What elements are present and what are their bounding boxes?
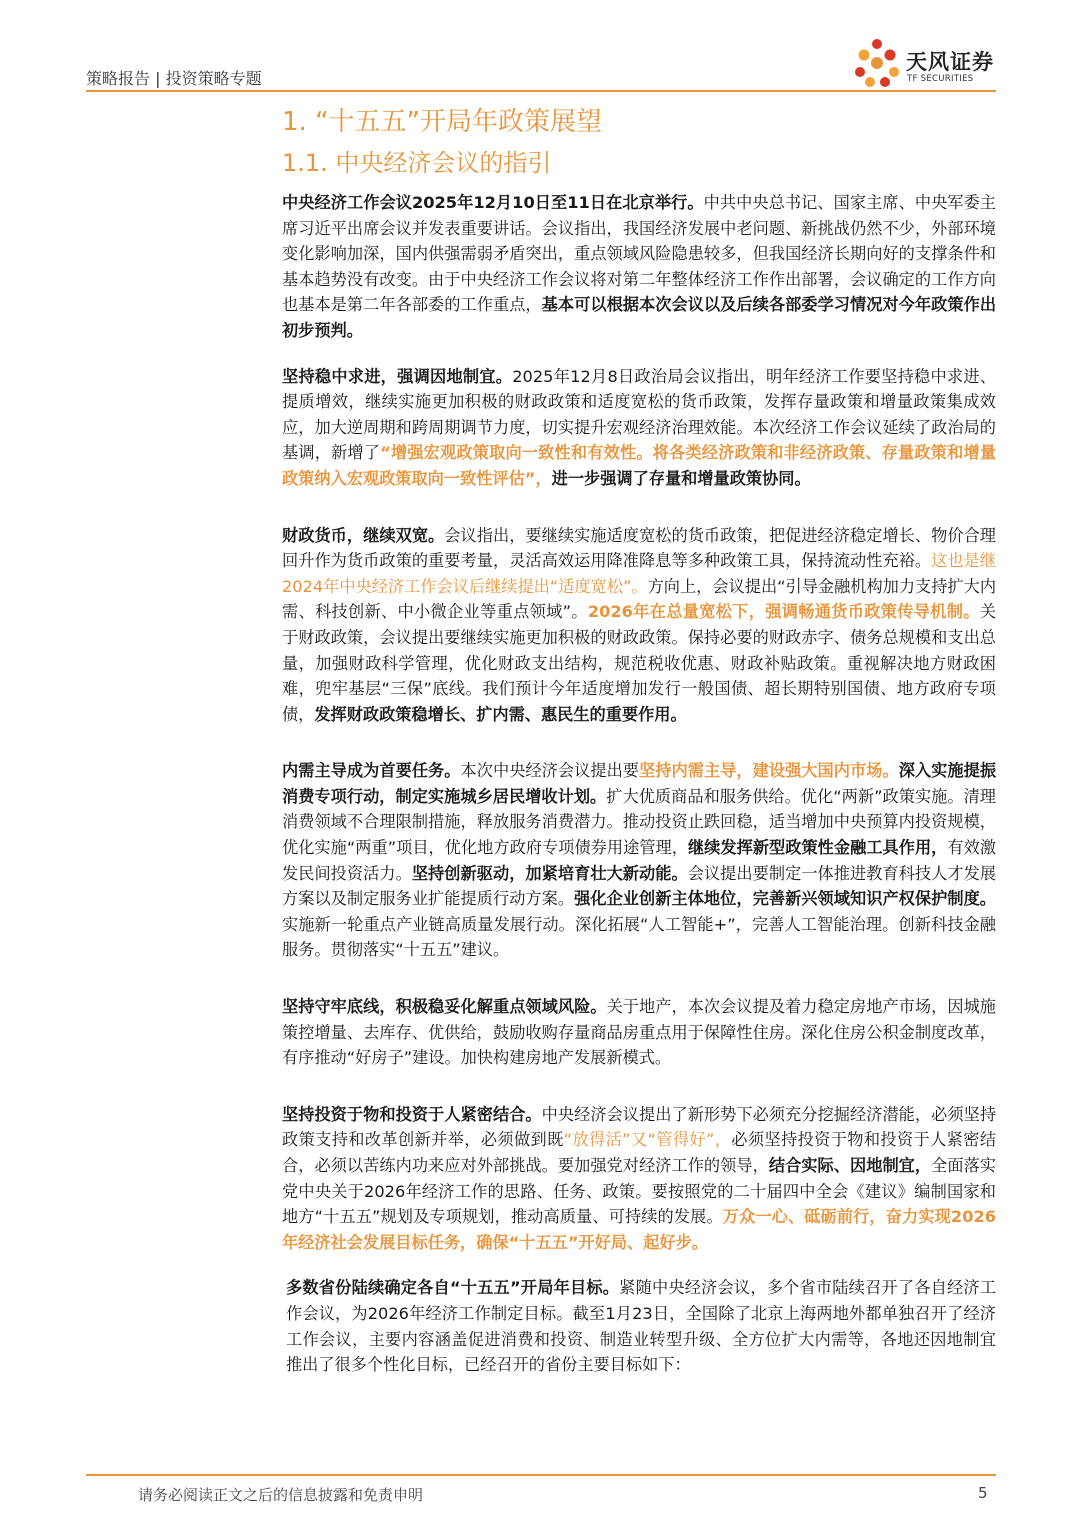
paragraph-domestic-demand <box>282 758 996 963</box>
paragraph-emphasis: 基本可以根据本次会议以及后续各部委学习情况对今年政策作出初步预判。 <box>282 295 997 340</box>
paragraph-text: 会议指出，要继续实施适度宽松的货币政策，把促进经济稳定增长、物价合理回升作为货币政策的重要考量，灵活高效运用降准降息等多种政策工具，保持流动性充裕。 <box>282 525 996 571</box>
paragraph-bottom-line <box>282 994 996 1071</box>
paragraph-text: 关于地产，本次会议提及着力稳定房地产市场，因城施策控增量、去库存、优供给，鼓励收购存量商品房重点用于保障性住房。深化住房公积金制度改革，有序推动“好房子”建设。加快构建房地产发展新模式。 <box>282 997 996 1068</box>
paragraph-text: 实施新一轮重点产业链高质量发展行动。深化拓展“人工智能+”，完善人工智能治理。创新科技金融服务。贯彻落实“十五五”建议。 <box>282 914 996 960</box>
logo-name-cn: 天风证券 <box>906 50 994 74</box>
paragraph-text: 关于财政政策，会议提出要继续实施更加积极的财政政策。保持必要的财政赤字、债务总规模和支出总量，加强财政科学管理，优化财政支出结构，规范税收优惠、财政补贴政策。重视解决地方财政困难，兜牢基层“三保”底线。我们预计今年适度增加发行一般国债、超长期特别国债、地方政府专项债， <box>282 602 996 724</box>
paragraph-emphasis: 强化企业创新主体地位，完善新兴领域知识产权保护制度。 <box>574 889 996 909</box>
paragraph-text: 2025年12月8日政治局会议指出，明年经济工作要坚持稳中求进、提质增效，继续实施更加积极的财政政策和适度宽松的货币政策，发挥存量政策和增量政策集成效应，加大逆周期和跨周期调节力度，切实提升宏观经济治理效能。本次经济工作会议延续了政治局的基调，新增了 <box>282 366 997 463</box>
paragraph-text: 紧随中央经济会议，多个省市陆续召开了各自经济工作会议，为2026年经济工作制定目标。截至1月23日，全国除了北京上海两地外都单独召开了经济工作会议，主要内容涵盖促进消费和投资、制造业转型升级、全方位扩大内需等，各地还因地制宜推出了很多个性化目标，已经召开的省份主要目标如下： <box>286 1278 997 1375</box>
paragraph-lead: 内需主导成为首要任务。 <box>282 761 461 781</box>
paragraph-lead: 坚持投资于物和投资于人紧密结合。 <box>282 1104 542 1124</box>
paragraph-investment <box>282 1102 996 1256</box>
paragraph-central-conference <box>282 190 996 344</box>
paragraph-lead: 中央经济工作会议2025年12月10日至11日在北京举行。 <box>282 193 704 212</box>
logo-name-en: TF SECURITIES <box>907 74 974 84</box>
paragraph-text: 有效激发民间投资活力。 <box>282 838 997 883</box>
paragraph-text: 中共中央总书记、国家主席、中央军委主席习近平出席会议并发表重要讲话。会议指出，我国经济发展中老问题、新挑战仍然不少，外部环境变化影响加深，国内供强需弱矛盾突出，重点领域风险隐患较多，但我国经济长期向好的支撑条件和基本趋势没有改变。由于中央经济工作会议将对第二年整体经济工作作出部署，会议确定的工作方向也基本是第二年各部委的工作重点， <box>282 193 996 315</box>
paragraph-highlight: 2026年在总量宽松下，强调畅通货币政策传导机制。 <box>587 602 980 622</box>
paragraph-text: 方向上，会议提出“引导金融机构加力支持扩大内需、科技创新、中小微企业等重点领域”。 <box>282 576 997 622</box>
paragraph-stability <box>282 364 996 492</box>
paragraph-fiscal-monetary <box>282 523 996 728</box>
paragraph-emphasis: 深入实施提振消费专项行动，制定实施城乡居民增收计划。 <box>282 761 997 806</box>
flower-logo-icon <box>850 36 904 90</box>
paragraph-text: 全面落实党中央关于2026年经济工作的思路、任务、政策。要按照党的二十届四中全会《建议》编制国家和地方“十五五”规划及专项规划，推动高质量、可持续的发展。 <box>282 1156 996 1227</box>
paragraph-lead: 坚持稳中求进，强调因地制宜。 <box>282 366 513 386</box>
footer-divider <box>86 1474 996 1476</box>
paragraph-text: 会议提出要制定一体推进教育科技人才发展方案以及制定服务业扩能提质行动方案。 <box>282 863 997 909</box>
paragraph-text: 本次中央经济会议提出要 <box>460 761 640 781</box>
page-number: 5 <box>978 1484 988 1502</box>
paragraph-lead: 财政货币，继续双宽。 <box>282 525 445 545</box>
paragraph-emphasis: 继续发挥新型政策性金融工具作用， <box>687 838 948 858</box>
paragraph-highlight: “增强宏观政策取向一致性和有效性。将各类经济政策和非经济政策、存量政策和增量政策纳入宏观政策取向一致性评估”， <box>282 443 997 488</box>
company-logo <box>850 36 1000 90</box>
breadcrumb: 策略报告 | 投资策略专题 <box>86 69 262 88</box>
main-content <box>282 104 996 1398</box>
paragraph-provincial-targets <box>282 1275 996 1377</box>
paragraph-lead: 坚持守牢底线，积极稳妥化解重点领域风险。 <box>282 997 607 1017</box>
paragraph-lead: 多数省份陆续确定各自“十五五”开局年目标。 <box>286 1278 620 1298</box>
paragraph-highlight: “放得活”又“管得好”， <box>563 1130 732 1150</box>
footer-disclaimer: 请务必阅读正文之后的信息披露和免责申明 <box>138 1486 424 1504</box>
paragraph-text: 必须坚持投资于物和投资于人紧密结合，必须以苦练内功来应对外部挑战。要加强党对经济工作的领导， <box>282 1130 997 1175</box>
paragraph-emphasis: 发挥财政政策稳增长、扩内需、惠民生的重要作用。 <box>314 704 687 724</box>
paragraph-emphasis: 进一步强调了存量和增量政策协同。 <box>551 468 811 488</box>
paragraph-highlight: 坚持内需主导，建设强大国内市场。 <box>639 761 899 781</box>
paragraph-emphasis: 坚持创新驱动，加紧培育壮大新动能。 <box>411 863 688 883</box>
paragraph-text: 扩大优质商品和服务供给。优化“两新”政策实施。清理消费领域不合理限制措施，释放服务消费潜力。推动投资止跌回稳，适当增加中央预算内投资规模，优化实施“两重”项目，优化地方政府专项债券用途管理， <box>282 786 996 858</box>
paragraph-highlight: 万众一心、砥砺前行，奋力实现2026年经济社会发展目标任务，确保“十五五”开好局、起好步。 <box>282 1207 996 1252</box>
section-heading: 1. “十五五”开局年政策展望 <box>282 107 603 137</box>
paragraph-emphasis: 结合实际、因地制宜， <box>768 1156 932 1175</box>
paragraph-highlight: 这也是继2024年中央经济工作会议后继续提出“适度宽松”。 <box>282 551 996 596</box>
header-divider <box>86 90 996 92</box>
subsection-heading: 1.1. 中央经济会议的指引 <box>282 149 552 177</box>
paragraph-text: 中央经济会议提出了新形势下必须充分挖掘经济潜能，必须坚持政策支持和改革创新并举，必须做到既 <box>282 1104 997 1150</box>
